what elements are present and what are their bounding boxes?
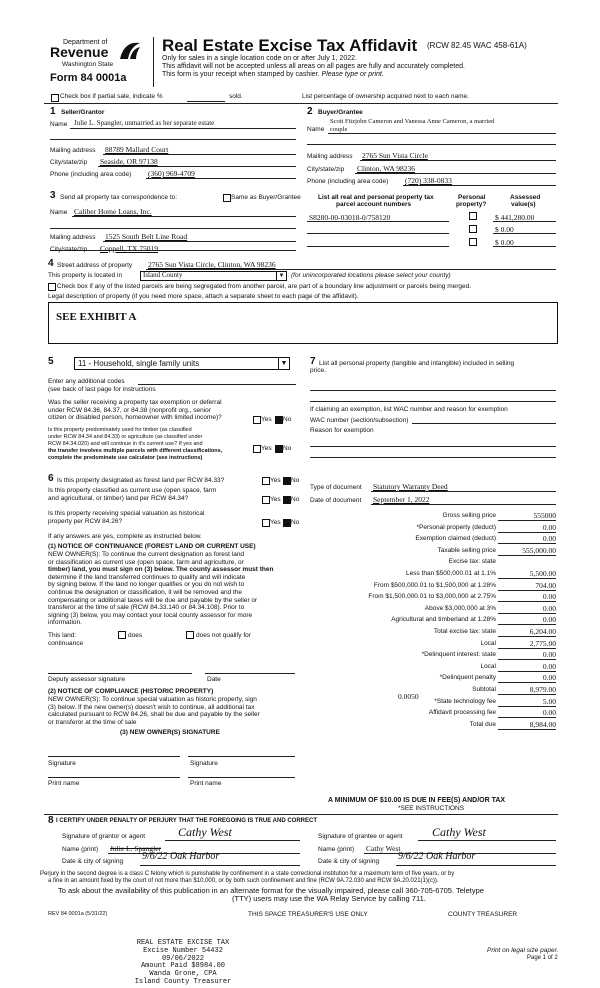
parcel-col-head: List all real and personal property tax: [318, 194, 434, 201]
tax-row-label: *Personal property (deduct): [416, 523, 496, 531]
field-label: (see back of last page for instructions: [48, 386, 156, 393]
notice-text: This form is your receipt when stamped by cashier.: [162, 71, 320, 78]
exemption-no-checkbox[interactable]: [275, 416, 283, 424]
field-label: Phone (including area code): [50, 171, 132, 178]
yes-label: Yes: [270, 477, 281, 484]
para-line: transferor at the time of sale (RCW 84.33.140 or 84.34.108). Prior to: [48, 604, 245, 612]
chevron-down-icon: ▼: [278, 358, 289, 369]
timber-question: [48, 427, 222, 462]
section-number: 8: [48, 815, 54, 826]
receipt-line: Excise Number 54432: [143, 946, 223, 955]
grantee-signature[interactable]: Cathy West: [432, 825, 486, 839]
partial-sale-checkbox[interactable]: [51, 94, 59, 102]
section-number: 6: [48, 473, 54, 484]
legal-description-label: Legal description of property (if you need more space, attach a separate sheet to each page of the affidavit).: [48, 293, 359, 300]
tax-row-label: Total excise tax: state: [433, 628, 496, 635]
para-line: NEW OWNER(S): To continue the current designation as forest land: [48, 551, 245, 558]
no-label: No: [291, 496, 300, 503]
perjury-notice: Perjury in the second degree is a class C felony which is punishable by confinement in a state correctional institution for a maximum term of five years, or by: [40, 871, 455, 877]
legal-description-text: SEE EXHIBIT A: [56, 311, 137, 323]
tax-row-value[interactable]: 8,979.00: [529, 685, 556, 694]
correspondence-name-field[interactable]: Caliber Home Loans, Inc.: [74, 207, 152, 216]
perjury-notice: a fine in an amount fixed by the court of not more than $10,000, or by both such confinement and fine (RCW 9A.72.030 and RCW 9A.20.021(1)(c)).: [48, 878, 439, 884]
seller-mailing-field[interactable]: 88789 Mallard Court: [105, 145, 169, 154]
assessed-value-field[interactable]: $ 441,280.00: [495, 213, 535, 222]
q-line: RCW 84.34.020) and will continue in it's current use? If yes and: [48, 441, 203, 447]
segregated-checkbox[interactable]: [48, 283, 56, 291]
tax-row-value[interactable]: 0.00: [542, 592, 556, 602]
receipt-line: Amount Paid $8984.00: [140, 962, 225, 971]
field-label: Date of document: [310, 497, 362, 504]
continuance-text: [48, 551, 274, 627]
does-not-label: does not qualify for: [196, 632, 251, 639]
yes-label: Yes: [270, 519, 281, 526]
current-use-question: [48, 487, 216, 502]
buyer-name-field-cont[interactable]: couple: [330, 126, 348, 133]
parcel-account-field[interactable]: S8280-00-03018-0/758120: [309, 213, 391, 222]
tax-row-label: Excise tax: state: [448, 558, 496, 566]
current-use-no-checkbox[interactable]: [283, 496, 291, 504]
seller-name-field[interactable]: Julie L. Spangler, unmarried as her separate estate: [74, 119, 215, 127]
tax-row-value[interactable]: 5.00: [542, 696, 556, 706]
tax-row-label: Local: [480, 639, 496, 647]
para-line: NEW OWNER(S): To continue special valuation as historic property, sign: [48, 696, 257, 703]
para-line: (3) below. If the new owner(s) doesn't wish to continue, all additional tax: [48, 703, 255, 711]
tax-row-value[interactable]: 2,775.00: [529, 638, 556, 648]
continuance-label: continuance: [48, 640, 84, 647]
tax-row-value[interactable]: 0.00: [542, 661, 556, 671]
section-number: 2: [307, 106, 313, 117]
tax-row-label: Above $3,000,000 at 3%: [424, 604, 496, 612]
same-as-buyer-label: Same as Buyer/Grantee: [231, 194, 301, 201]
notice-emphasis: Please type or print.: [321, 71, 384, 78]
tax-row-value[interactable]: 6,204.00: [529, 627, 556, 636]
print-name-label: Print name: [48, 780, 80, 787]
tax-row-label: *Delinquent interest: state: [421, 651, 496, 659]
county-select[interactable]: [140, 271, 287, 281]
print-name-label: Print name: [190, 780, 222, 787]
field-label: Mailing address: [50, 234, 96, 241]
para-line: information.: [48, 619, 82, 627]
section-number: 3: [50, 190, 56, 201]
tax-row-label: Subtotal: [472, 686, 496, 693]
assessed-value-field[interactable]: $ 0.00: [495, 238, 514, 247]
field-label: City/state/zip: [307, 166, 345, 173]
state-line: Washington State: [62, 61, 114, 68]
field-label: Street address of property: [57, 262, 133, 269]
tax-row-value[interactable]: 0.00: [542, 673, 556, 683]
personal-property-checkbox[interactable]: [469, 212, 477, 220]
receipt-line: 09/06/2022: [161, 954, 204, 963]
field-label: Mailing address: [50, 147, 96, 154]
historic-yes-checkbox[interactable]: [262, 519, 270, 527]
q-line: and agricultural, or timber) land per RCW 84.34?: [48, 494, 189, 502]
no-label: No: [291, 477, 300, 484]
field-label: Type of document: [310, 484, 362, 491]
signature-label: Signature: [190, 760, 218, 767]
notice-line: Only for sales in a single location code on or after July 1, 2022.: [162, 55, 357, 62]
q-line: Is this property classified as current use (open space, farm: [48, 487, 217, 494]
tax-row-value[interactable]: 0.00: [542, 708, 556, 718]
treasurer-receipt-stamp: [128, 940, 238, 987]
field-label: Signature of grantor or agent: [62, 833, 146, 840]
para-line: or transferor at the time of sale: [48, 718, 137, 726]
grantor-print-name-field[interactable]: Julie L. Spangler: [110, 844, 162, 853]
no-label: No: [283, 416, 292, 423]
tax-row-label: *State technology fee: [434, 697, 496, 705]
section-heading: Seller/Grantor: [61, 109, 105, 116]
revenue-wordmark: Revenue: [50, 44, 109, 60]
certify-heading: I CERTIFY UNDER PENALTY OF PERJURY THAT THE FOREGOING IS TRUE AND CORRECT: [56, 818, 318, 824]
assessed-col-head: Assessed: [510, 194, 541, 201]
tax-row-value[interactable]: 5,500.00: [529, 569, 556, 578]
tax-row-label: Affidavit processing fee: [428, 709, 496, 717]
ownership-note: List percentage of ownership acquired next to each name.: [302, 93, 469, 100]
tax-row-label: Total due: [469, 720, 496, 728]
q-line: Is this property receiving special valuation as historical: [48, 510, 205, 517]
page-title: Real Estate Excise Tax Affidavit: [162, 36, 418, 55]
this-land-label: This land:: [48, 632, 77, 639]
receipt-line: REAL ESTATE EXCISE TAX: [136, 939, 230, 947]
timber-yes-checkbox[interactable]: [253, 445, 261, 453]
para-line: calculated pursuant to RCW 84.26, shall be due and payable by the seller: [48, 711, 260, 719]
does-label: does: [128, 632, 143, 639]
personal-property-checkbox[interactable]: [469, 238, 477, 246]
section-heading: Buyer/Grantee: [318, 109, 363, 116]
tax-row-label: From $1,500,000.01 to $3,000,000 at 2.75%: [368, 593, 496, 601]
no-label: No: [291, 519, 300, 526]
buyer-phone-field[interactable]: (720) 338-0833: [405, 176, 452, 185]
segregated-label: Check box if any of the listed parcels are being segregated from another parcel, are part of a boundary line adjustment or parcels being merged.: [57, 283, 472, 290]
q-line: under RCW 84.36, 84.37, or 84.38 (nonprofit org., senior: [48, 406, 211, 414]
tax-row-label: Local: [480, 662, 496, 670]
partial-sale-label: Check box if partial sale, indicate %: [60, 93, 163, 100]
field-label: City/state/zip: [50, 246, 88, 253]
buyer-name-field[interactable]: Scott Fitzjohn Cameron and Vanessa Anne Cameron, a married: [330, 118, 495, 125]
tax-row-value[interactable]: 555,000.00: [522, 545, 556, 555]
date-label: Date: [207, 676, 221, 683]
field-label: Name (print): [62, 846, 99, 853]
chevron-down-icon: ▼: [276, 272, 286, 280]
field-label: Signature of grantee or agent: [318, 833, 403, 840]
historic-question: [48, 510, 204, 525]
notice-line: [162, 71, 384, 78]
tax-row-value[interactable]: 0.00: [542, 534, 556, 544]
legal-description-field[interactable]: [48, 302, 558, 344]
compliance-text: [48, 696, 260, 726]
field-label: Date & city of signing: [318, 858, 380, 865]
form-number: Form 84 0001a: [50, 72, 127, 84]
legal-paper-note: Print on legal size paper.: [487, 947, 559, 954]
para-line: timber) land, you must sign on (3) below. The county assessor must then: [48, 566, 274, 574]
grantee-date-field[interactable]: 9/6/22 Oak Harbor: [398, 851, 476, 862]
does-checkbox[interactable]: [118, 631, 126, 639]
field-label: City/state/zip: [50, 159, 88, 166]
q-line: Is this property predominately used for timber (as classified: [48, 427, 192, 433]
partial-sale-sold: sold.: [229, 93, 243, 100]
owner-signature-heading: (3) NEW OWNER(S) SIGNATURE: [120, 729, 220, 736]
tax-row-label: Agricultural and timberland at 1.28%: [391, 616, 496, 624]
alt-format-notice: (TTY) users may use the WA Relay Service by calling 711.: [232, 894, 426, 903]
forest-yes-checkbox[interactable]: [262, 477, 270, 485]
does-not-checkbox[interactable]: [186, 631, 194, 639]
buyer-mailing-field[interactable]: 2765 Sun Vista Circle: [362, 151, 428, 160]
county-note: (for unincorporated locations please select your county): [291, 272, 451, 279]
q-line: property per RCW 84.26?: [48, 517, 123, 525]
section-number: 5: [48, 356, 54, 367]
forest-no-checkbox[interactable]: [283, 477, 291, 485]
section-number: 4: [48, 258, 54, 269]
tax-row-label: Exemption claimed (deduct): [415, 535, 496, 543]
para-line: determine if the land transferred continues to qualify and will indicate: [48, 573, 246, 581]
receipt-line: Wanda Grone, CPA: [149, 970, 217, 979]
personal-property-checkbox[interactable]: [469, 225, 477, 233]
document-date-field[interactable]: September 1, 2022: [373, 495, 430, 504]
rcw-citation: (RCW 82.45 WAC 458-61A): [427, 41, 527, 50]
personal-property-text: List all personal property (tangible and intangible) included in selling: [319, 360, 515, 367]
continuance-heading: (1) NOTICE OF CONTINUANCE (FOREST LAND OR CURRENT USE): [48, 543, 256, 550]
q-line: citizen or disabled person, homeowner with limited income)?: [48, 414, 222, 421]
notice-line: This affidavit will not be accepted unless all areas on all pages are fully and accurately completed.: [162, 63, 465, 70]
see-instructions: *SEE INSTRUCTIONS: [398, 805, 465, 812]
alt-format-notice: To ask about the availability of this publication in an alternate format for the visually impaired, please call 360-705-6705. Teletype: [58, 886, 484, 895]
section-number: 1: [50, 106, 56, 117]
q-line: Was the seller receiving a property tax exemption or deferral: [48, 399, 222, 406]
tax-row-value[interactable]: 555000: [533, 511, 556, 520]
para-line: by signing below. If the land no longer qualifies or you do not wish to: [48, 581, 245, 589]
historic-no-checkbox[interactable]: [283, 519, 291, 527]
tax-row-value[interactable]: 8,984.00: [529, 719, 556, 729]
yes-label: Yes: [261, 445, 272, 452]
county-treasurer-label: COUNTY TREASURER: [448, 911, 518, 918]
correspondence-mailing-field[interactable]: 1525 South Belt Line Road: [105, 232, 188, 241]
field-label: Name: [307, 126, 325, 133]
yes-label: Yes: [270, 496, 281, 503]
assessed-value-field[interactable]: $ 0.00: [495, 225, 514, 234]
buyer-city-field[interactable]: Clinton, WA 98236: [357, 164, 415, 173]
tax-row-value[interactable]: 0.00: [542, 650, 556, 660]
no-label: No: [283, 445, 292, 452]
field-label: Name: [50, 209, 68, 216]
same-as-buyer-checkbox[interactable]: [223, 194, 231, 202]
parcel-col-head: parcel account numbers: [336, 201, 412, 208]
minimum-notice: A MINIMUM OF $10.00 IS DUE IN FEE(S) AND/OR TAX: [328, 797, 506, 804]
forest-question: Is this property designated as forest land per RCW 84.33?: [57, 477, 225, 484]
receipt-line: Island County Treasurer: [134, 977, 232, 986]
tax-row-value[interactable]: 0.00: [542, 603, 556, 613]
land-use-select[interactable]: [74, 357, 290, 370]
field-label: Name: [50, 121, 68, 128]
compliance-heading: (2) NOTICE OF COMPLIANCE (HISTORIC PROPERTY): [48, 688, 214, 695]
field-label: This property is located in: [48, 272, 123, 279]
personal-col-head: property?: [456, 201, 487, 208]
tax-row-label: Gross selling price: [442, 512, 496, 519]
exemption-question: [48, 399, 222, 422]
grantee-print-name-field[interactable]: Cathy West: [366, 844, 401, 853]
personal-property-text: price.: [310, 367, 326, 374]
field-label: Enter any additional codes: [48, 378, 125, 385]
grantor-date-field[interactable]: 9/6/22 Oak Harbor: [142, 851, 220, 862]
field-label: Phone (including area code): [307, 178, 389, 185]
correspondence-city-field[interactable]: Coppell, TX 75019: [100, 244, 158, 253]
property-address-field[interactable]: 2765 Sun Vista Circle, Clinton, WA 98236: [148, 260, 276, 269]
para-line: compensating or additional taxes will be due and payable by the seller or: [48, 596, 258, 604]
q-line: complete the predominate use calculator (see instructions): [48, 455, 203, 461]
field-label: Mailing address: [307, 153, 353, 160]
treasurer-use-label: THIS SPACE TREASURER'S USE ONLY: [248, 911, 368, 918]
county-selected: Island County: [143, 271, 183, 279]
dept-line: Department of: [63, 39, 108, 46]
section-number: 7: [310, 356, 316, 367]
signature-label: Signature: [48, 760, 76, 767]
personal-col-head: Personal: [458, 194, 486, 201]
q-line: under RCW 84.34 and 84.33) or agriculture (as classified under: [48, 434, 203, 440]
document-type-field[interactable]: Statutory Warranty Deed: [373, 482, 448, 491]
tax-row-label: Taxable selling price: [437, 546, 496, 554]
land-use-selected: 11 - Household, single family units: [78, 359, 200, 368]
field-label: WAC number (section/subsection): [310, 417, 409, 424]
if-any-note: If any answers are yes, complete as instructed below.: [48, 533, 202, 540]
field-label: Date & city of signing: [62, 858, 124, 865]
yes-label: Yes: [261, 416, 272, 423]
exemption-heading: If claiming an exemption, list WAC number and reason for exemption: [310, 406, 508, 413]
current-use-yes-checkbox[interactable]: [262, 496, 270, 504]
section-heading: Send all property tax correspondence to:: [60, 194, 178, 201]
revision-code: REV 84 0001a (5/31/22): [48, 911, 108, 917]
field-label: Reason for exemption: [310, 427, 374, 434]
q-line: the transfer involves multiple parcels with different classifications,: [48, 448, 223, 454]
tax-row-label: From $500,000.01 to $1,500,000 at 1.28%: [373, 581, 496, 589]
tax-row-label: Less than $500,000.01 at 1.1%: [406, 570, 496, 577]
para-line: signing (3) below, you may contact your local county assessor for more: [48, 611, 253, 619]
para-line: or classification as current use (open space, farm and agriculture, or: [48, 558, 244, 566]
local-rate: 0.0050: [398, 692, 419, 701]
tax-row-value[interactable]: 0.00: [542, 522, 556, 532]
timber-no-checkbox[interactable]: [275, 445, 283, 453]
revenue-emblem-icon: [118, 39, 142, 61]
tax-row-value[interactable]: 704.00: [535, 580, 556, 590]
page-number: Page 1 of 2: [527, 955, 558, 961]
tax-row-value[interactable]: 0.00: [542, 615, 556, 625]
assessed-col-head: value(s): [511, 201, 536, 208]
deputy-signature-label: Deputy assessor signature: [48, 676, 125, 683]
tax-row-label: *Delinquent penalty: [439, 674, 496, 682]
exemption-yes-checkbox[interactable]: [253, 416, 261, 424]
seller-city-field[interactable]: Seaside, OR 97138: [100, 157, 158, 166]
field-label: Name (print): [318, 846, 355, 853]
grantor-signature[interactable]: Cathy West: [178, 825, 232, 839]
seller-phone-field[interactable]: (360) 969-4709: [148, 169, 195, 178]
para-line: continue the designation or classification, it will be removed and the: [48, 588, 243, 596]
